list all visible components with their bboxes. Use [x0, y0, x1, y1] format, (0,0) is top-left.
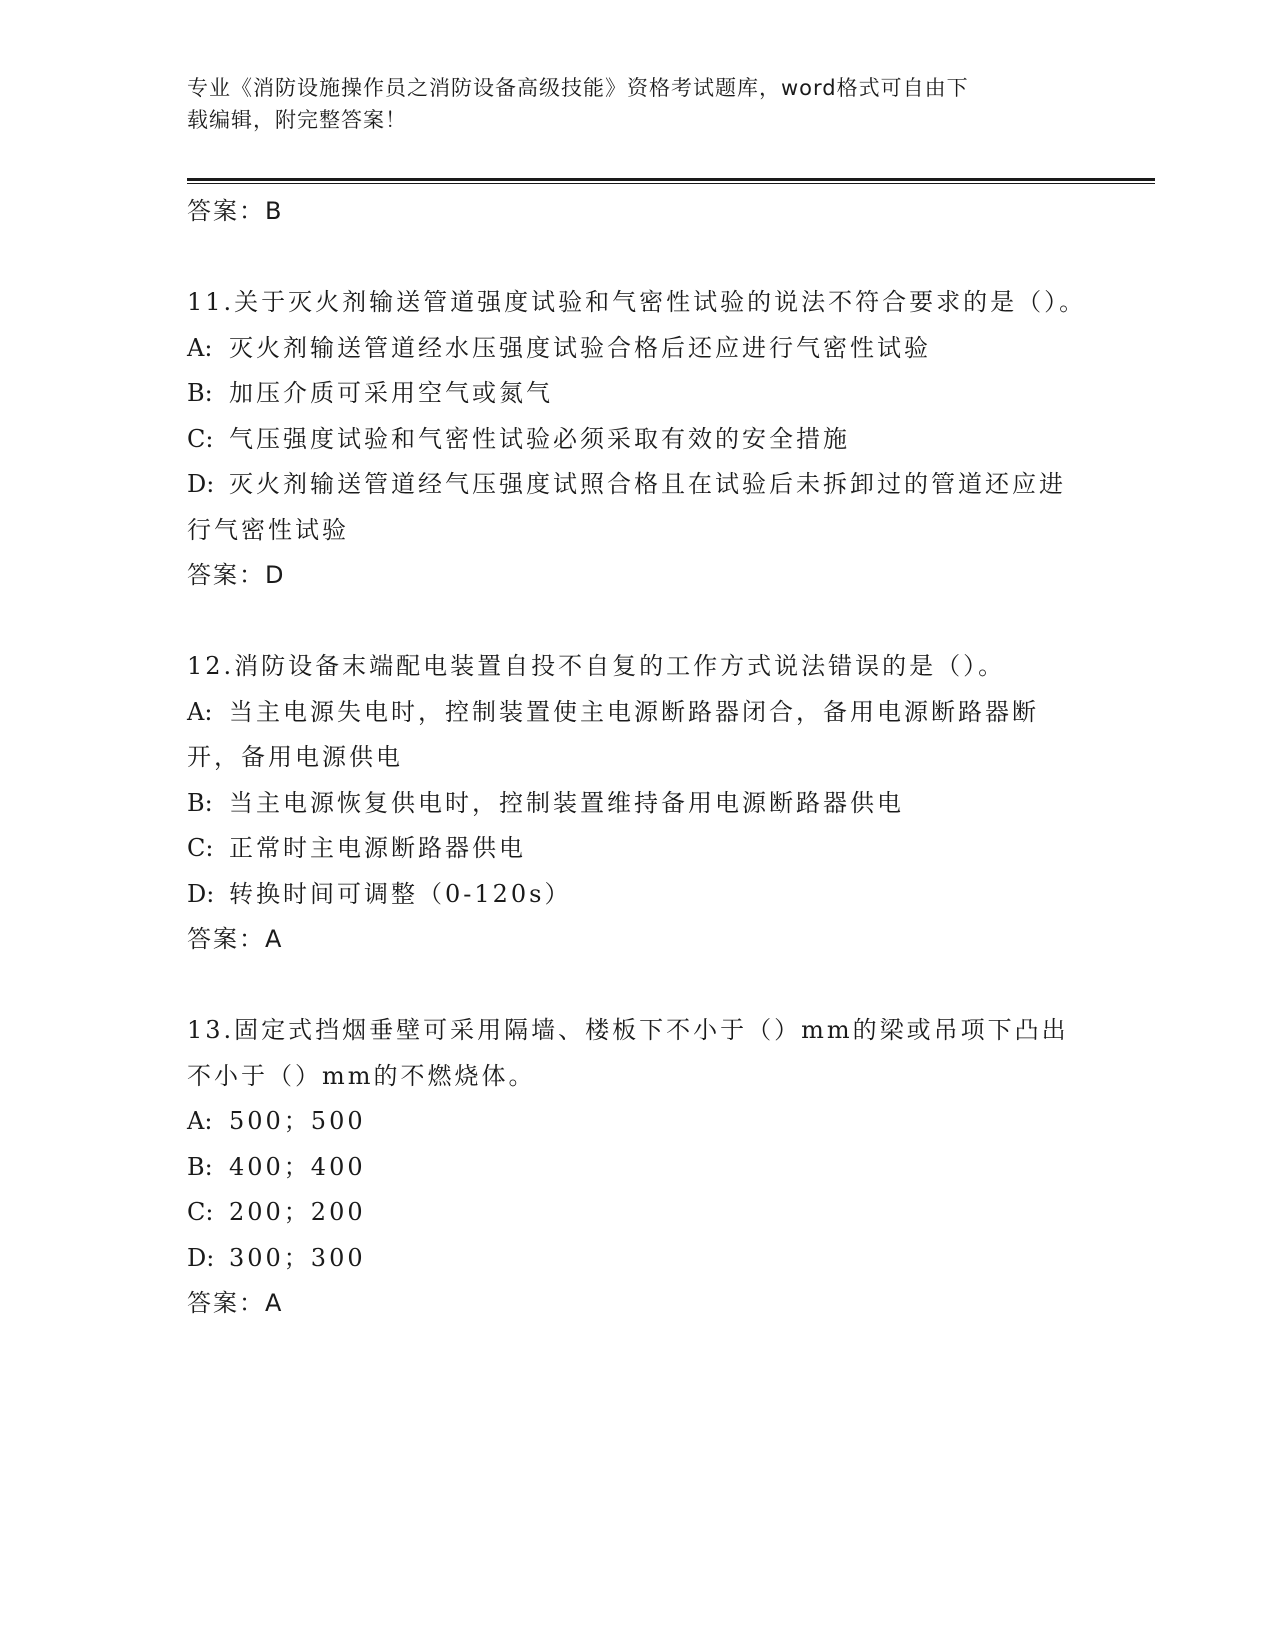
option-key: D:	[187, 1243, 215, 1272]
option-text: 400；400	[229, 1152, 366, 1181]
option-d	[187, 872, 1087, 918]
header-rule-thick	[187, 178, 1155, 181]
option-key: B:	[187, 379, 213, 407]
document-header	[187, 72, 1067, 136]
option-text: 500；500	[229, 1107, 366, 1135]
option-c	[187, 417, 1087, 463]
option-key: A:	[187, 333, 213, 362]
option-a	[187, 326, 1087, 372]
question-block	[187, 280, 1087, 599]
answer: 答案：A	[187, 925, 284, 953]
option-key: B:	[187, 1152, 213, 1181]
option-key: C:	[187, 424, 214, 453]
answer: 答案：A	[187, 1289, 284, 1317]
option-key: D:	[187, 879, 215, 908]
question-stem: 11.关于灭火剂输送管道强度试验和气密性试验的说法不符合要求的是（）。	[187, 288, 1087, 316]
option-a	[187, 690, 1087, 781]
option-key: B:	[187, 788, 213, 817]
option-text: 200；200	[229, 1198, 366, 1226]
option-b	[187, 781, 1087, 827]
option-text: 当主电源失电时，控制装置使主电源断路器闭合，备用电源断路器断开，备用电源供电	[187, 697, 1039, 771]
option-text: 气压强度试验和气密性试验必须采取有效的安全措施	[229, 424, 850, 453]
header-line-2: 载编辑，附完整答案！	[187, 108, 407, 132]
question-block	[187, 644, 1087, 963]
option-key: A:	[187, 697, 213, 726]
option-b	[187, 371, 1087, 417]
option-d	[187, 462, 1087, 553]
option-text: 加压介质可采用空气或氮气	[229, 379, 553, 407]
option-c	[187, 826, 1087, 872]
question-stem: 12.消防设备末端配电装置自投不自复的工作方式说法错误的是（）。	[187, 652, 1006, 680]
option-key: C:	[187, 834, 214, 862]
option-key: D:	[187, 470, 215, 498]
document-body	[187, 189, 1087, 1327]
option-text: 正常时主电源断路器供电	[229, 834, 526, 862]
option-c	[187, 1190, 1087, 1236]
answer: 答案：D	[187, 561, 286, 589]
option-text: 300；300	[229, 1243, 366, 1272]
option-text: 灭火剂输送管道经气压强度试照合格且在试验后未拆卸过的管道还应进行气密性试验	[187, 470, 1066, 544]
option-key: A:	[187, 1107, 213, 1135]
question-block	[187, 1008, 1087, 1327]
option-a	[187, 1099, 1087, 1145]
spacer	[187, 599, 1087, 645]
previous-answer: 答案：B	[187, 197, 284, 225]
option-text: 转换时间可调整（0-120s）	[229, 879, 572, 908]
spacer	[187, 235, 1087, 281]
option-text: 灭火剂输送管道经水压强度试验合格后还应进行气密性试验	[229, 333, 931, 362]
option-text: 当主电源恢复供电时，控制装置维持备用电源断路器供电	[229, 788, 904, 817]
option-key: C:	[187, 1198, 214, 1226]
option-b	[187, 1145, 1087, 1191]
header-rule-thin	[187, 183, 1155, 184]
header-line-1: 专业《消防设施操作员之消防设备高级技能》资格考试题库，word格式可自由下	[187, 76, 969, 100]
question-stem: 13.固定式挡烟垂壁可采用隔墙、楼板下不小于（）mm的梁或吊项下凸出不小于（）mm的不燃烧体。	[187, 1016, 1069, 1090]
option-d	[187, 1236, 1087, 1282]
spacer	[187, 963, 1087, 1009]
